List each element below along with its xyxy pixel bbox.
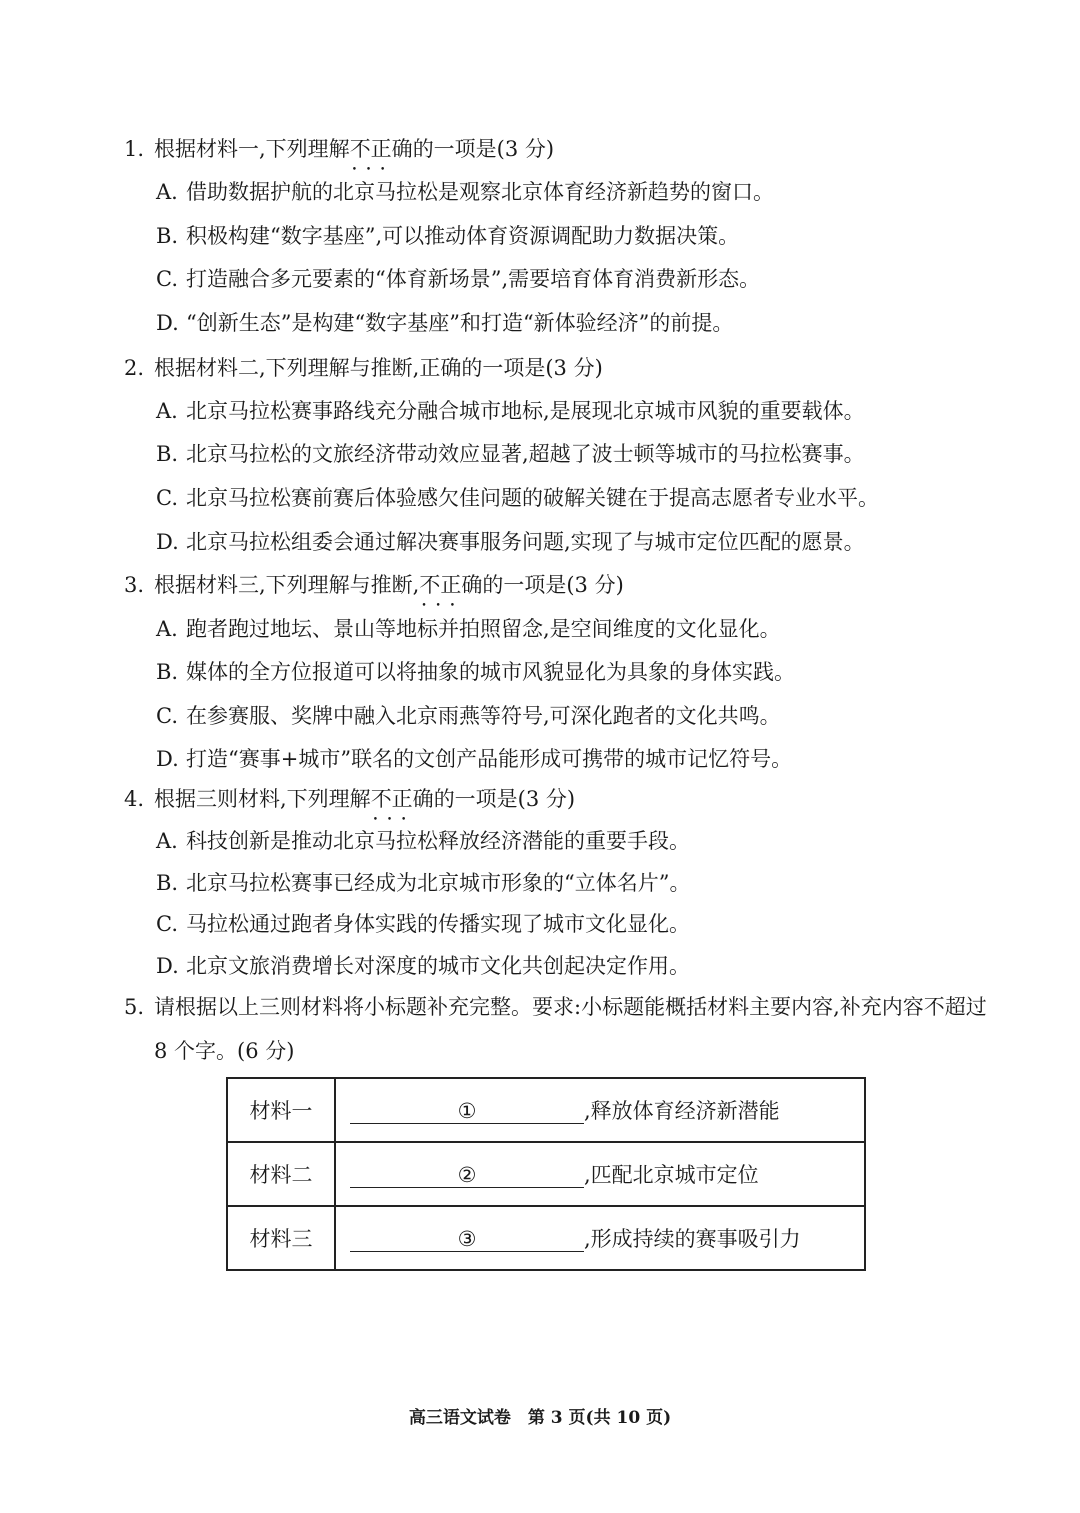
table-row (227, 1206, 865, 1270)
table-row (227, 1142, 865, 1206)
option-2a: A. 北京马拉松赛事路线充分融合城市地标,是展现北京城市风貌的重要载体。 (156, 399, 865, 423)
question-1-stem: 1. 根据材料一,下列理解不正确 • • •的一项是(3 分) (124, 134, 974, 164)
subtitle-table (226, 1077, 866, 1271)
option-4a: A. 科技创新是推动北京马拉松释放经济潜能的重要手段。 (156, 829, 690, 853)
option-1b: B. 积极构建“数字基座”,可以推动体育资源调配助力数据决策。 (156, 224, 740, 248)
option-3c: C. 在参赛服、奖牌中融入北京雨燕等符号,可深化跑者的文化共鸣。 (156, 704, 781, 728)
option-4c: C. 马拉松通过跑者身体实践的传播实现了城市文化显化。 (156, 912, 690, 936)
question-2-stem: 2. 根据材料二,下列理解与推断,正确的一项是(3 分) (124, 356, 603, 380)
emphasis-dots: 不正确 • • • (350, 137, 413, 161)
row-content: ③ ,形成持续的赛事吸引力 (335, 1206, 865, 1270)
option-2c: C. 北京马拉松赛前赛后体验感欠佳问题的破解关键在于提高志愿者专业水平。 (156, 486, 879, 510)
emphasis-dots: 不正确 • • • (371, 787, 434, 811)
answer-blank-1[interactable]: ① (350, 1099, 584, 1124)
option-4b: B. 北京马拉松赛事已经成为北京城市形象的“立体名片”。 (156, 871, 691, 895)
option-1d: D. “创新生态”是构建“数字基座”和打造“新体验经济”的前提。 (156, 311, 734, 335)
answer-blank-2[interactable]: ② (350, 1163, 584, 1188)
option-2d: D. 北京马拉松组委会通过解决赛事服务问题,实现了与城市定位匹配的愿景。 (156, 530, 865, 554)
table-row (227, 1078, 865, 1142)
question-5-stem: 5. 请根据以上三则材料将小标题补充完整。要求:小标题能概括材料主要内容,补充内容不超过 8 个字。(6 分) (124, 995, 987, 1063)
row-label: 材料二 (227, 1142, 335, 1206)
option-3a: A. 跑者跑过地坛、景山等地标并拍照留念,是空间维度的文化显化。 (156, 617, 781, 641)
option-3d: D. 打造“赛事+城市”联名的文创产品能形成可携带的城市记忆符号。 (156, 747, 793, 771)
emphasis-dots: 不正确 • • • (419, 573, 482, 597)
option-1a: A. 借助数据护航的北京马拉松是观察北京体育经济新趋势的窗口。 (156, 180, 774, 204)
question-4-stem: 4. 根据三则材料,下列理解不正确 • • •的一项是(3 分) (124, 784, 974, 814)
answer-blank-3[interactable]: ③ (350, 1227, 584, 1252)
page-footer: 高三语文试卷 第 3 页(共 10 页) (408, 1408, 672, 1428)
row-label: 材料一 (227, 1078, 335, 1142)
option-4d: D. 北京文旅消费增长对深度的城市文化共创起决定作用。 (156, 954, 690, 978)
option-1c: C. 打造融合多元要素的“体育新场景”,需要培育体育消费新形态。 (156, 267, 761, 291)
option-2b: B. 北京马拉松的文旅经济带动效应显著,超越了波士顿等城市的马拉松赛事。 (156, 442, 865, 466)
question-3-stem: 3. 根据材料三,下列理解与推断,不正确 • • •的一项是(3 分) (124, 570, 974, 600)
row-label: 材料三 (227, 1206, 335, 1270)
row-content: ① ,释放体育经济新潜能 (335, 1078, 865, 1142)
row-content: ② ,匹配北京城市定位 (335, 1142, 865, 1206)
option-3b: B. 媒体的全方位报道可以将抽象的城市风貌显化为具象的身体实践。 (156, 660, 795, 684)
